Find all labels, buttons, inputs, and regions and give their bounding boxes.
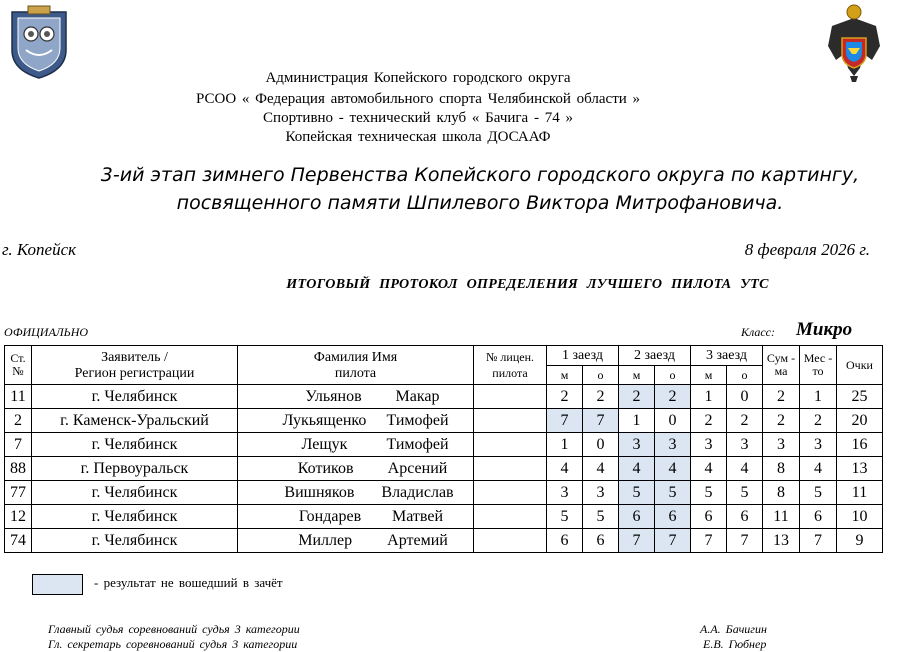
header-line-administration: Администрация Копейского городского округа — [265, 70, 571, 86]
cell-sum: 2 — [763, 409, 800, 433]
cell-race1-m: 5 — [547, 505, 583, 529]
cell-race1-o: 2 — [583, 385, 619, 409]
cell-pilot — [238, 505, 474, 529]
cell-race2-m: 3 — [619, 433, 655, 457]
cell-race1-m: 6 — [547, 529, 583, 553]
cell-race2-m: 5 — [619, 481, 655, 505]
header-line-federation: РСОО « Федерация автомобильного спорта Челябинской области » — [195, 91, 641, 107]
class-label: Класс: — [741, 325, 775, 339]
table-row — [5, 385, 883, 409]
table-row — [5, 409, 883, 433]
pilot-first-name: Тимофей — [386, 435, 449, 453]
cell-points: 20 — [837, 409, 883, 433]
cell-race3-m: 6 — [691, 505, 727, 529]
pilot-last-name: Лукьященко — [282, 411, 367, 429]
cell-race1-o: 4 — [583, 457, 619, 481]
cell-start-no: 74 — [5, 529, 32, 553]
cell-race1-m: 3 — [547, 481, 583, 505]
cell-race2-m: 4 — [619, 457, 655, 481]
protocol-title: ИТОГОВЫЙ ПРОТОКОЛ ОПРЕДЕЛЕНИЯ ЛУЧШЕГО ПИЛОТА УТС — [286, 277, 769, 292]
cell-license — [474, 433, 547, 457]
cell-license — [474, 409, 547, 433]
chief-judge-name: А.А. Бачигин — [700, 622, 767, 636]
cell-race3-o: 5 — [727, 481, 763, 505]
header-race-3: 3 заезд — [691, 346, 763, 366]
cell-race1-o: 5 — [583, 505, 619, 529]
cell-pilot — [238, 529, 474, 553]
cell-place: 7 — [800, 529, 837, 553]
cell-points: 13 — [837, 457, 883, 481]
cell-race3-m: 5 — [691, 481, 727, 505]
cell-sum: 11 — [763, 505, 800, 529]
cell-race3-o: 6 — [727, 505, 763, 529]
cell-race2-o: 0 — [655, 409, 691, 433]
pilot-last-name: Котиков — [297, 459, 354, 477]
cell-place: 6 — [800, 505, 837, 529]
cell-place: 2 — [800, 409, 837, 433]
cell-applicant: г. Челябинск — [32, 385, 238, 409]
event-date: 8 февраля 2026 г. — [744, 240, 870, 259]
header-race-1: 1 заезд — [547, 346, 619, 366]
cell-start-no: 7 — [5, 433, 32, 457]
header-race3-o: о — [727, 366, 763, 385]
official-label: ОФИЦИАЛЬНО — [4, 325, 89, 339]
cell-race2-m: 1 — [619, 409, 655, 433]
cell-place: 3 — [800, 433, 837, 457]
event-title-line-1: 3-ий этап зимнего Первенства Копейского городского округа по картингу, — [100, 164, 860, 186]
cell-place: 4 — [800, 457, 837, 481]
cell-race3-o: 7 — [727, 529, 763, 553]
cell-applicant: г. Челябинск — [32, 505, 238, 529]
cell-place: 1 — [800, 385, 837, 409]
cell-race1-m: 7 — [547, 409, 583, 433]
cell-race1-o: 3 — [583, 481, 619, 505]
pilot-last-name: Миллер — [298, 531, 353, 549]
cell-race3-m: 4 — [691, 457, 727, 481]
cell-applicant: г. Каменск-Уральский — [32, 409, 238, 433]
header-license-line1: № лицен. — [485, 349, 535, 364]
cell-points: 9 — [837, 529, 883, 553]
cell-race2-m: 7 — [619, 529, 655, 553]
cell-race3-o: 4 — [727, 457, 763, 481]
cell-license — [474, 385, 547, 409]
cell-pilot — [238, 409, 474, 433]
event-city: г. Копейск — [2, 240, 77, 259]
header-race1-m: м — [547, 366, 583, 385]
cell-race2-o: 2 — [655, 385, 691, 409]
table-row — [5, 481, 883, 505]
pilot-last-name: Вишняков — [284, 483, 355, 501]
header-points: Очки — [837, 346, 883, 385]
cell-sum: 2 — [763, 385, 800, 409]
pilot-first-name: Владислав — [381, 483, 454, 501]
cell-start-no: 88 — [5, 457, 32, 481]
header-license — [474, 346, 547, 385]
cell-race1-m: 2 — [547, 385, 583, 409]
chief-secretary-title: Гл. секретарь соревнований судья 3 категории — [48, 637, 298, 651]
header-place — [800, 346, 837, 385]
legend-swatch — [32, 574, 83, 595]
cell-license — [474, 505, 547, 529]
header-place-line1: Мес - — [803, 351, 833, 365]
cell-points: 25 — [837, 385, 883, 409]
table-row — [5, 457, 883, 481]
cell-race2-o: 7 — [655, 529, 691, 553]
cell-race1-m: 4 — [547, 457, 583, 481]
cell-race1-o: 6 — [583, 529, 619, 553]
table-row — [5, 505, 883, 529]
results-table — [4, 345, 883, 553]
header-applicant-line2: Регион регистрации — [74, 365, 195, 381]
cell-race2-o: 5 — [655, 481, 691, 505]
header-pilot-line1: Фамилия Имя — [313, 349, 398, 365]
cell-license — [474, 457, 547, 481]
header-applicant-line1: Заявитель / — [101, 349, 168, 365]
cell-sum: 8 — [763, 481, 800, 505]
header-sum-line1: Сум - — [766, 351, 796, 365]
header-start-no-line1: Ст. — [10, 351, 26, 365]
cell-start-no: 12 — [5, 505, 32, 529]
header-pilot-line2: пилота — [334, 365, 377, 381]
header-race2-m: м — [619, 366, 655, 385]
cell-applicant: г. Челябинск — [32, 529, 238, 553]
cell-pilot — [238, 433, 474, 457]
header-line-club: Спортивно - технический клуб « Бачига - 74 » — [263, 110, 573, 126]
cell-applicant: г. Челябинск — [32, 481, 238, 505]
cell-place: 5 — [800, 481, 837, 505]
cell-pilot — [238, 481, 474, 505]
cell-sum: 8 — [763, 457, 800, 481]
cell-license — [474, 481, 547, 505]
cell-sum: 13 — [763, 529, 800, 553]
cell-points: 11 — [837, 481, 883, 505]
cell-race3-m: 2 — [691, 409, 727, 433]
cell-start-no: 2 — [5, 409, 32, 433]
cell-start-no: 11 — [5, 385, 32, 409]
cell-pilot — [238, 457, 474, 481]
cell-pilot — [238, 385, 474, 409]
header-race3-m: м — [691, 366, 727, 385]
cell-start-no: 77 — [5, 481, 32, 505]
header-start-no — [5, 346, 32, 385]
header-start-no-line2: № — [12, 364, 24, 378]
pilot-last-name: Гондарев — [298, 507, 362, 525]
header-race-2: 2 заезд — [619, 346, 691, 366]
pilot-first-name: Арсений — [387, 459, 448, 477]
legend-text: - результат не вошедший в зачёт — [94, 575, 283, 590]
header-pilot — [238, 346, 474, 385]
chief-secretary-name: Е.В. Гюбнер — [703, 637, 767, 651]
class-value: Микро — [796, 319, 853, 340]
header-race2-o: о — [655, 366, 691, 385]
cell-race3-o: 0 — [727, 385, 763, 409]
cell-points: 16 — [837, 433, 883, 457]
cell-race1-m: 1 — [547, 433, 583, 457]
pilot-last-name: Лещук — [301, 435, 348, 453]
cell-license — [474, 529, 547, 553]
cell-race3-o: 2 — [727, 409, 763, 433]
cell-race2-o: 6 — [655, 505, 691, 529]
cell-applicant: г. Первоуральск — [32, 457, 238, 481]
event-title-line-2: посвященного памяти Шпилевого Виктора Митрофановича. — [176, 192, 784, 214]
header-license-line2: пилота — [492, 365, 528, 380]
chief-judge-title: Главный судья соревнований судья 3 категории — [48, 622, 300, 636]
header-sum — [763, 346, 800, 385]
cell-race2-o: 4 — [655, 457, 691, 481]
cell-race2-m: 6 — [619, 505, 655, 529]
city-emblem-icon — [6, 4, 72, 80]
header-applicant — [32, 346, 238, 385]
header-race1-o: о — [583, 366, 619, 385]
cell-sum: 3 — [763, 433, 800, 457]
cell-race2-m: 2 — [619, 385, 655, 409]
cell-points: 10 — [837, 505, 883, 529]
pilot-first-name: Артемий — [387, 531, 448, 549]
cell-race1-o: 7 — [583, 409, 619, 433]
cell-race2-o: 3 — [655, 433, 691, 457]
cell-race3-o: 3 — [727, 433, 763, 457]
pilot-first-name: Макар — [395, 387, 440, 405]
cell-race3-m: 3 — [691, 433, 727, 457]
pilot-first-name: Тимофей — [386, 411, 449, 429]
pilot-first-name: Матвей — [391, 507, 444, 525]
header-place-line2: то — [812, 364, 824, 378]
header-line-school: Копейская техническая школа ДОСААФ — [285, 129, 551, 145]
cell-race1-o: 0 — [583, 433, 619, 457]
table-row — [5, 529, 883, 553]
header-sum-line2: ма — [774, 364, 788, 378]
cell-race3-m: 7 — [691, 529, 727, 553]
cell-race3-m: 1 — [691, 385, 727, 409]
cell-applicant: г. Челябинск — [32, 433, 238, 457]
table-row — [5, 433, 883, 457]
pilot-last-name: Ульянов — [305, 387, 362, 405]
